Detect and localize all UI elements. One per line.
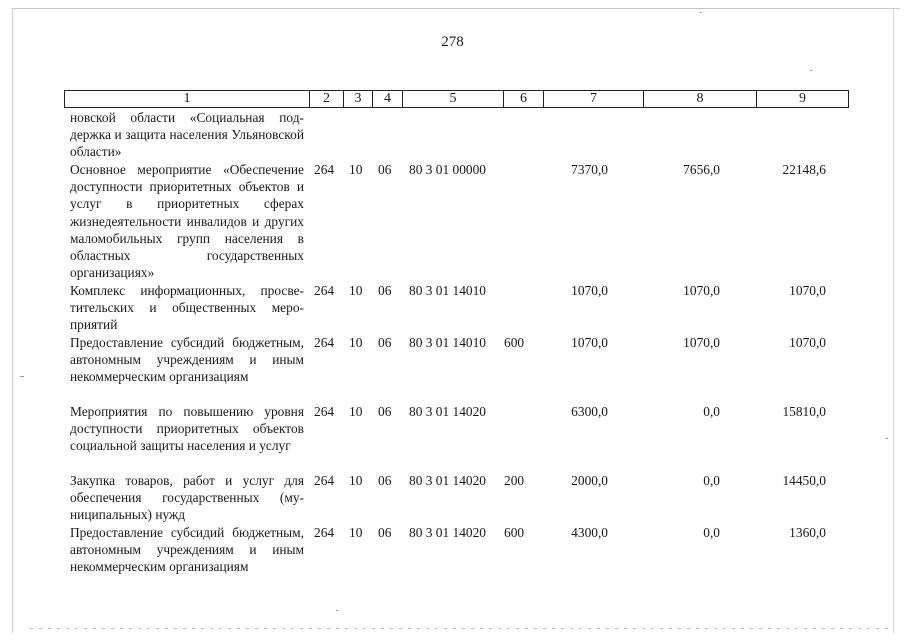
header-col-2: 2 xyxy=(309,91,343,107)
row-amount-col9: 22148,6 xyxy=(782,162,826,177)
row-amount-col7: 1070,0 xyxy=(571,283,608,298)
row-target-article: 80 3 01 14010 xyxy=(409,283,486,298)
row-amount-col8: 0,0 xyxy=(703,525,720,540)
row-amount-col9: 1070,0 xyxy=(789,335,826,350)
row-target-article: 80 3 01 14020 xyxy=(409,525,486,540)
row-expense-type: 200 xyxy=(504,473,525,488)
row-subsection: 06 xyxy=(378,335,392,350)
header-col-8: 8 xyxy=(643,91,756,107)
header-col-3: 3 xyxy=(343,91,372,107)
scan-edge-left xyxy=(12,8,13,633)
row-section: 10 xyxy=(349,283,363,298)
row-ministry-code: 264 xyxy=(314,473,335,488)
row-subsection: 06 xyxy=(378,283,392,298)
row-target-article: 80 3 01 00000 xyxy=(409,162,486,177)
row-description: Предоставление субсидий бюджетным, автономным учреждениям и иным некоммерческим организациям xyxy=(70,335,304,385)
row-subsection: 06 xyxy=(378,473,392,488)
row-description: Предоставление субсидий бюджетным, автономным учреждениям и иным некоммерческим организациям xyxy=(70,525,304,575)
row-section: 10 xyxy=(349,404,363,419)
row-ministry-code: 264 xyxy=(314,283,335,298)
scan-speck xyxy=(700,12,702,13)
row-ministry-code: 264 xyxy=(314,335,335,350)
row-amount-col7: 6300,0 xyxy=(571,404,608,419)
scan-speck xyxy=(885,438,888,439)
row-ministry-code: 264 xyxy=(314,162,335,177)
row-section: 10 xyxy=(349,162,363,177)
scan-speck xyxy=(336,610,338,611)
row-description: новской области «Социальная поддержка и защита населения Ульяновской области» xyxy=(70,110,304,160)
row-ministry-code: 264 xyxy=(314,404,335,419)
scan-speck xyxy=(810,70,812,71)
row-target-article: 80 3 01 14020 xyxy=(409,404,486,419)
row-amount-col7: 1070,0 xyxy=(571,335,608,350)
row-amount-col7: 4300,0 xyxy=(571,525,608,540)
row-subsection: 06 xyxy=(378,162,392,177)
row-amount-col8: 7656,0 xyxy=(683,162,720,177)
header-col-7: 7 xyxy=(543,91,643,107)
row-section: 10 xyxy=(349,525,363,540)
row-amount-col9: 15810,0 xyxy=(782,404,826,419)
scan-bottom-noise xyxy=(30,628,890,629)
row-description: Мероприятия по повышению уровня доступности приоритетных объектов социальной защиты населения и услуг xyxy=(70,404,304,454)
scan-edge-top xyxy=(12,8,900,9)
row-amount-col7: 2000,0 xyxy=(571,473,608,488)
header-col-1: 1 xyxy=(183,91,191,106)
row-description: Комплекс информационных, просветительских и общественных мероприятий xyxy=(70,283,304,333)
header-col-9: 9 xyxy=(756,91,848,107)
row-description: Основное мероприятие «Обеспечение доступности приоритетных объектов и услуг в приоритетных сферах жизнедеятельности инвалидов и других маломобильных групп населения в областных государственных организациях» xyxy=(70,162,304,281)
row-amount-col9: 14450,0 xyxy=(782,473,826,488)
row-section: 10 xyxy=(349,473,363,488)
row-target-article: 80 3 01 14010 xyxy=(409,335,486,350)
header-col-4: 4 xyxy=(372,91,402,107)
row-subsection: 06 xyxy=(378,404,392,419)
header-col-5: 5 xyxy=(402,91,503,107)
row-expense-type: 600 xyxy=(504,335,525,350)
scan-edge-right xyxy=(893,8,894,633)
row-amount-col8: 1070,0 xyxy=(683,283,720,298)
scan-speck xyxy=(20,376,24,377)
row-amount-col8: 1070,0 xyxy=(683,335,720,350)
table-header-row xyxy=(64,90,849,108)
row-amount-col7: 7370,0 xyxy=(571,162,608,177)
row-amount-col9: 1070,0 xyxy=(789,283,826,298)
row-section: 10 xyxy=(349,335,363,350)
page-number: 278 xyxy=(441,34,464,50)
row-amount-col8: 0,0 xyxy=(703,404,720,419)
row-expense-type: 600 xyxy=(504,525,525,540)
row-description: Закупка товаров, работ и услуг для обеспечения государственных (муниципальных) нужд xyxy=(70,473,304,523)
row-subsection: 06 xyxy=(378,525,392,540)
row-amount-col8: 0,0 xyxy=(703,473,720,488)
row-amount-col9: 1360,0 xyxy=(789,525,826,540)
row-target-article: 80 3 01 14020 xyxy=(409,473,486,488)
row-ministry-code: 264 xyxy=(314,525,335,540)
header-col-6: 6 xyxy=(503,91,543,107)
